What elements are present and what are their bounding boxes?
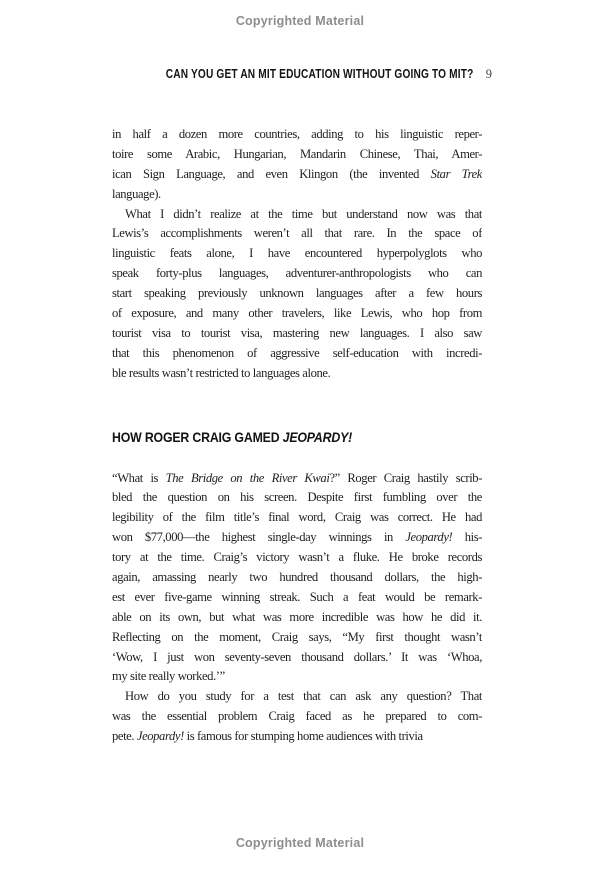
- text-line: [112, 568, 482, 588]
- text-line: [112, 324, 482, 344]
- text-segment: speak forty-plus languages, adventurer-anthropologists who can: [112, 266, 482, 281]
- italic-text-segment: Jeopardy!: [136, 729, 184, 744]
- text-line: [112, 224, 482, 244]
- text-line: [112, 185, 482, 205]
- paragraph: [112, 469, 482, 688]
- text-segment: tourist visa to tourist visa, mastering new languages. I also saw: [112, 325, 482, 340]
- text-segment: ble results wasn’t restricted to languages alone.: [112, 365, 331, 380]
- text-segment: tory at the time. Craig’s victory wasn’t a fluke. He broke records: [112, 550, 482, 565]
- text-segment: How do you study for a test that can ask any question? That: [125, 689, 482, 704]
- text-segment: pete.: [112, 729, 137, 744]
- text-line: [112, 264, 482, 284]
- text-segment: HOW ROGER CRAIG GAMED: [112, 428, 283, 445]
- text-segment: language).: [112, 186, 161, 201]
- text-line: [112, 667, 482, 687]
- running-header: [112, 66, 492, 82]
- copyright-banner-bottom: Copyrighted Material: [235, 836, 365, 850]
- text-line: [112, 707, 482, 727]
- text-line: [112, 548, 482, 568]
- text-segment: ?” Roger Craig hastily scrib-: [329, 470, 482, 485]
- text-segment: Reflecting on the moment, Craig says, “My first thought wasn’t: [112, 629, 482, 644]
- text-segment: again, amassing nearly two hundred thousand dollars, the high-: [112, 570, 482, 585]
- italic-text-segment: The Bridge on the River Kwai: [165, 470, 330, 485]
- body-text: [112, 125, 482, 747]
- italic-text-segment: JEOPARDY!: [282, 428, 353, 445]
- text-line: [112, 508, 482, 528]
- text-segment: linguistic feats alone, I have encountered hyperpolyglots who: [112, 246, 482, 261]
- text-segment: bled the question on his screen. Despite first fumbling over the: [112, 490, 482, 505]
- text-segment: Lewis’s accomplishments weren’t all that rare. In the space of: [112, 226, 482, 241]
- text-segment: ican Sign Language, and even Klingon (the invented: [112, 166, 431, 181]
- text-segment: in half a dozen more countries, adding to his linguistic reper-: [112, 127, 482, 141]
- text-line: [112, 608, 482, 628]
- italic-text-segment: Star Trek: [430, 166, 482, 181]
- section-heading: [112, 428, 438, 446]
- text-line: [112, 304, 482, 324]
- text-segment: toire some Arabic, Hungarian, Mandarin Chinese, Thai, Amer-: [112, 146, 482, 161]
- text-segment: is famous for stumping home audiences with trivia: [183, 729, 423, 744]
- copyright-banner-top: Copyrighted Material: [235, 14, 365, 28]
- paragraph: [112, 687, 482, 747]
- text-line: [112, 244, 482, 264]
- text-line: [112, 205, 482, 225]
- text-line: [112, 125, 482, 145]
- text-segment: my site really worked.’”: [112, 669, 225, 684]
- italic-text-segment: Jeopardy!: [405, 530, 453, 545]
- text-line: [112, 687, 482, 707]
- text-segment: What I didn’t realize at the time but understand now was that: [125, 206, 482, 221]
- text-segment: “What is: [112, 470, 166, 485]
- text-line: [112, 145, 482, 165]
- page-number: 9: [485, 67, 492, 81]
- text-segment: was the essential problem Craig faced as he prepared to com-: [112, 709, 482, 724]
- text-line: [112, 628, 482, 648]
- text-line: [112, 364, 482, 384]
- text-segment: legibility of the film title’s final word, Craig was correct. He had: [112, 510, 482, 525]
- text-segment: won $77,000—the highest single-day winnings in: [112, 530, 406, 545]
- text-segment: able on its own, but what was more incredible was how he did it.: [112, 609, 482, 624]
- text-line: [112, 284, 482, 304]
- text-line: [112, 165, 482, 185]
- text-line: [112, 588, 482, 608]
- text-line: [112, 488, 482, 508]
- text-segment: est ever five-game winning streak. Such a feat would be remark-: [112, 589, 482, 604]
- running-header-title: CAN YOU GET AN MIT EDUCATION WITHOUT GOING TO MIT?: [166, 66, 474, 81]
- text-segment: ‘Wow, I just won seventy-seven thousand dollars.’ It was ‘Whoa,: [112, 649, 482, 664]
- text-segment: his-: [452, 530, 482, 545]
- text-line: [112, 727, 482, 747]
- text-line: [112, 528, 482, 548]
- text-segment: that this phenomenon of aggressive self-education with incredi-: [112, 345, 482, 360]
- text-line: [112, 469, 482, 489]
- text-segment: start speaking previously unknown languages after a few hours: [112, 286, 482, 301]
- text-line: [112, 648, 482, 668]
- text-segment: of exposure, and many other travelers, like Lewis, who hop from: [112, 306, 482, 321]
- paragraph: [112, 125, 482, 205]
- paragraph: [112, 205, 482, 384]
- text-line: [112, 344, 482, 364]
